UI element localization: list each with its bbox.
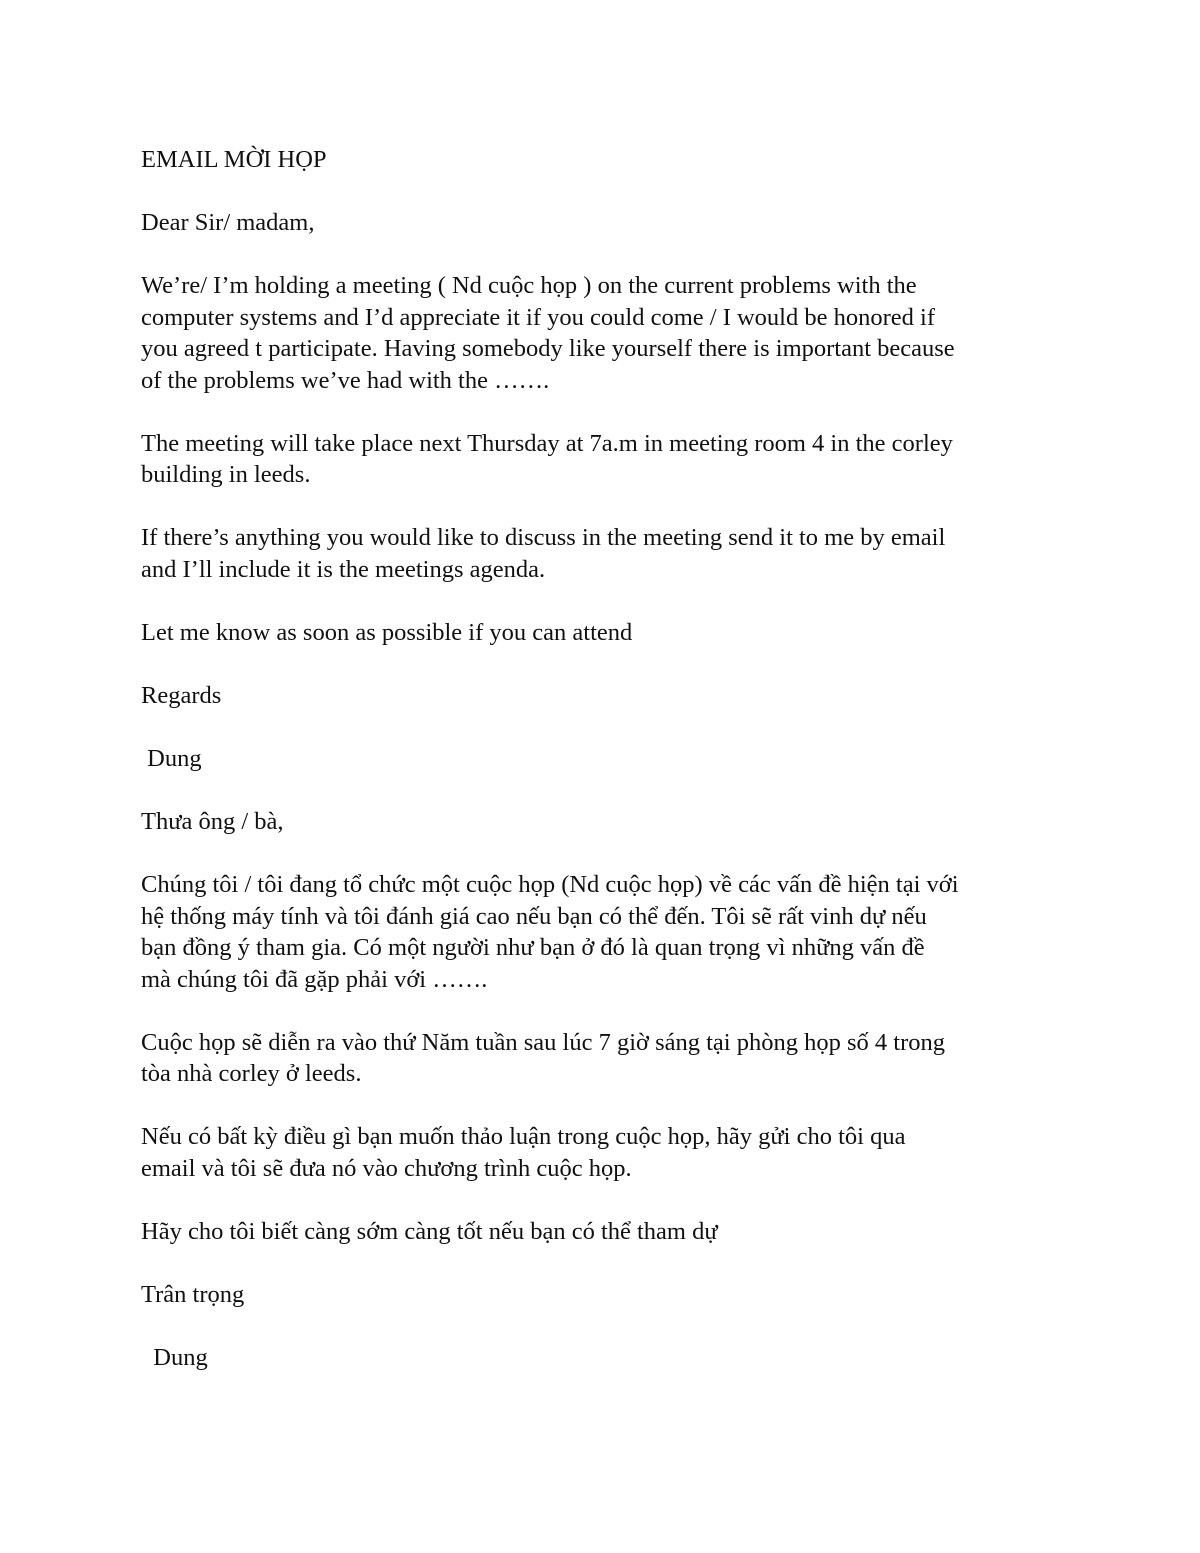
text-line: you agreed t participate. Having somebody like yourself there is important because [141, 335, 955, 362]
text-line: We’re/ I’m holding a meeting ( Nd cuộc họp ) on the current problems with the [141, 272, 917, 299]
text-line: building in leeds. [141, 461, 311, 488]
text-line: bạn đồng ý tham gia. Có một người như bạn ở đó là quan trọng vì những vấn đề [141, 934, 925, 961]
text-line: hệ thống máy tính và tôi đánh giá cao nếu bạn có thể đến. Tôi sẽ rất vinh dự nếu [141, 903, 927, 930]
text-line: Nếu có bất kỳ điều gì bạn muốn thảo luận trong cuộc họp, hãy gửi cho tôi qua [141, 1123, 906, 1150]
text-line: The meeting will take place next Thursday at 7a.m in meeting room 4 in the corley [141, 430, 953, 457]
english-signature: Dung [141, 745, 202, 772]
document-title: EMAIL MỜI HỌP [141, 146, 327, 173]
text-line: mà chúng tôi đã gặp phải với ……. [141, 966, 488, 993]
text-line: tòa nhà corley ở leeds. [141, 1060, 362, 1087]
text-line: Cuộc họp sẽ diễn ra vào thứ Năm tuần sau lúc 7 giờ sáng tại phòng họp số 4 trong [141, 1029, 945, 1056]
text-line: of the problems we’ve had with the ……. [141, 367, 550, 394]
text-line: and I’ll include it is the meetings agenda. [141, 556, 546, 583]
english-greeting: Dear Sir/ madam, [141, 209, 315, 236]
english-closing: Regards [141, 682, 222, 709]
text-line: email và tôi sẽ đưa nó vào chương trình cuộc họp. [141, 1155, 632, 1182]
english-paragraph-4: Let me know as soon as possible if you can attend [141, 619, 633, 646]
text-line: computer systems and I’d appreciate it if you could come / I would be honored if [141, 304, 935, 331]
text-line: If there’s anything you would like to discuss in the meeting send it to me by email [141, 524, 946, 551]
vietnamese-closing: Trân trọng [141, 1281, 245, 1308]
text-line: Chúng tôi / tôi đang tổ chức một cuộc họp (Nd cuộc họp) về các vấn đề hiện tại với [141, 871, 959, 898]
vietnamese-greeting: Thưa ông / bà, [141, 808, 284, 835]
vietnamese-paragraph-4: Hãy cho tôi biết càng sớm càng tốt nếu bạn có thể tham dự [141, 1218, 718, 1245]
vietnamese-signature: Dung [141, 1344, 208, 1371]
